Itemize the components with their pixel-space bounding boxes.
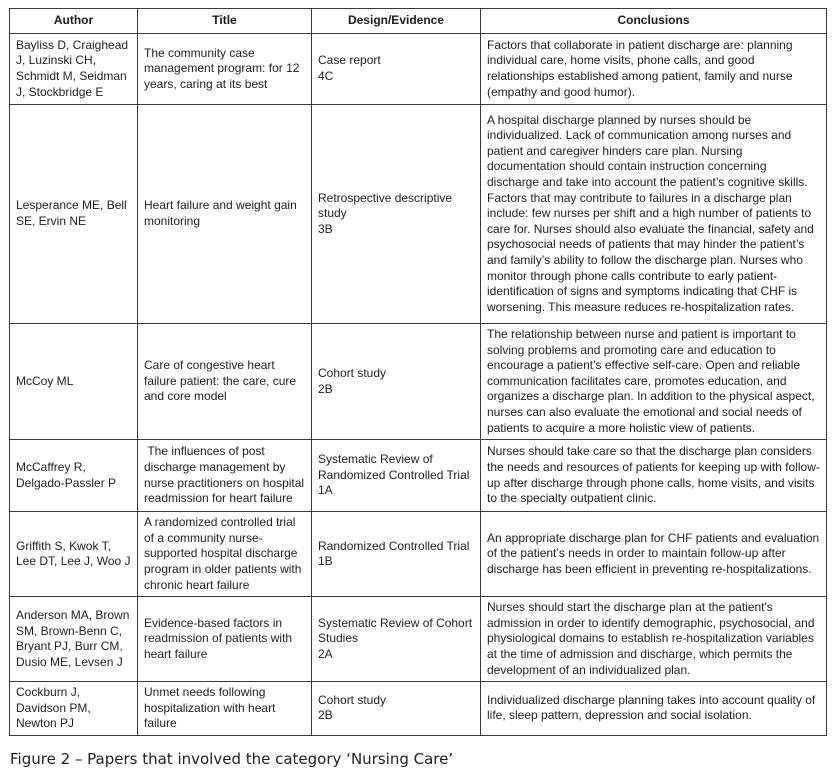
design-text: Case report (318, 53, 381, 68)
evidence-level: 2A (318, 646, 333, 661)
title-cell: The influences of post discharge management by nurse practitioners on hospital readmission for heart failure (138, 440, 312, 512)
author-cell: McCaffrey R, Delgado-Passler P (10, 440, 138, 512)
table-row (10, 512, 827, 597)
conclusions-cell: The relationship between nurse and patient is important to solving problems and promoting care and education to encourage a patient’s effective self-care. Open and reliable communication facilitates care, promotes education, and organizes a discharge plan. In addition to the physical aspect, nurses can also evaluate the emotional and social needs of patients to acquire a more holistic view of patients. (481, 324, 827, 440)
design-text: Systematic Review of Randomized Controlled Trial (318, 452, 470, 482)
title-cell: Heart failure and weight gain monitoring (138, 105, 312, 324)
conclusions-cell: Nurses should take care so that the discharge plan considers the needs and resources of patients for keeping up with follow-up after discharge through phone calls, home visits, and visits to the specialty outpatient clinic. (481, 440, 827, 512)
design-text: Cohort study (318, 365, 387, 380)
evidence-level: 3B (318, 221, 333, 236)
design-evidence-cell (312, 324, 481, 440)
author-cell: Lesperance ME, Bell SE, Ervin NE (10, 105, 138, 324)
column-header-title: Title (138, 9, 312, 34)
design-evidence-cell (312, 512, 481, 597)
table-header (10, 9, 827, 34)
title-cell: A randomized controlled trial of a community nurse-supported hospital discharge program in older patients with chronic heart failure (138, 512, 312, 597)
author-cell: Griffith S, Kwok T, Lee DT, Lee J, Woo J (10, 512, 138, 597)
conclusions-cell: Individualized discharge planning takes into account quality of life, sleep pattern, depression and social isolation. (481, 682, 827, 736)
design-evidence-cell (312, 682, 481, 736)
figure-caption: Figure 2 – Papers that involved the category ‘Nursing Care’ (10, 749, 454, 768)
table-row (10, 682, 827, 736)
table-row (10, 105, 827, 324)
design-text: Systematic Review of Cohort Studies (318, 615, 476, 646)
evidence-level: 1B (318, 554, 333, 569)
table-row (10, 597, 827, 682)
column-header-author: Author (10, 9, 138, 34)
table-row (10, 34, 827, 105)
evidence-level: 4C (318, 69, 334, 83)
evidence-level: 2B (318, 708, 333, 723)
design-text: Cohort study (318, 692, 387, 707)
design-evidence-cell (312, 597, 481, 682)
conclusions-cell: Factors that collaborate in patient discharge are: planning individual care, home visits, phone calls, and good relationships established among patient, family and nurse (empathy and good humor). (481, 34, 827, 105)
title-cell: Unmet needs following hospitalization with heart failure (138, 682, 312, 736)
table-row (10, 440, 827, 512)
header-row (10, 9, 827, 34)
evidence-level: 1A (318, 483, 333, 498)
author-cell: Anderson MA, Brown SM, Brown-Benn C, Bryant PJ, Burr CM, Dusio ME, Levsen J (10, 597, 138, 682)
title-cell: The community case management program: for 12 years, caring at its best (138, 34, 312, 105)
conclusions-cell: A hospital discharge planned by nurses should be individualized. Lack of communication among nurses and patient and caregiver hinders care plan. Nursing documentation should contain instruction concerning discharge and take into account the patient’s cognitive skills. Factors that may contribute to failures in a discharge plan include: few nurses per shift and a high number of patients to care for. Nurses should also evaluate the financial, safety and psychosocial needs of patients that may hinder the patient’s and family’s ability to follow the discharge plan. Nurses who monitor through phone calls contribute to early patient-identification of signs and symptoms indicating that CHF is worsening. This measure reduces re-hospitalization rates. (481, 105, 827, 324)
author-cell: Cockburn J, Davidson PM, Newton PJ (10, 682, 138, 736)
title-cell: Evidence-based factors in readmission of patients with heart failure (138, 597, 312, 682)
design-evidence-cell (312, 105, 481, 324)
table-row (10, 324, 827, 440)
author-cell: McCoy ML (10, 324, 138, 440)
author-cell: Bayliss D, Craighead J, Luzinski CH, Schmidt M, Seidman J, Stockbridge E (10, 34, 138, 105)
design-evidence-cell (312, 34, 481, 105)
column-header-conclusions: Conclusions (481, 9, 827, 34)
conclusions-cell: Nurses should start the discharge plan at the patient's admission in order to identify demographic, psychosocial, and physiological domains to establish re-hospitalization variables at the time of admission and discharge, which permits the development of an individualized plan. (481, 597, 827, 682)
title-cell: Care of congestive heart failure patient: the care, cure and core model (138, 324, 312, 440)
design-evidence-cell (312, 440, 481, 512)
column-header-design-evidence: Design/Evidence (312, 9, 481, 34)
design-text: Randomized Controlled Trial (318, 538, 470, 553)
evidence-level: 2B (318, 381, 333, 396)
papers-table (9, 8, 827, 736)
table-body (10, 34, 827, 736)
design-text: Retrospective descriptive study (318, 190, 456, 221)
conclusions-cell: An appropriate discharge plan for CHF patients and evaluation of the patient’s needs in order to maintain follow-up after discharge has been efficient in preventing re-hospitalizations. (481, 512, 827, 597)
